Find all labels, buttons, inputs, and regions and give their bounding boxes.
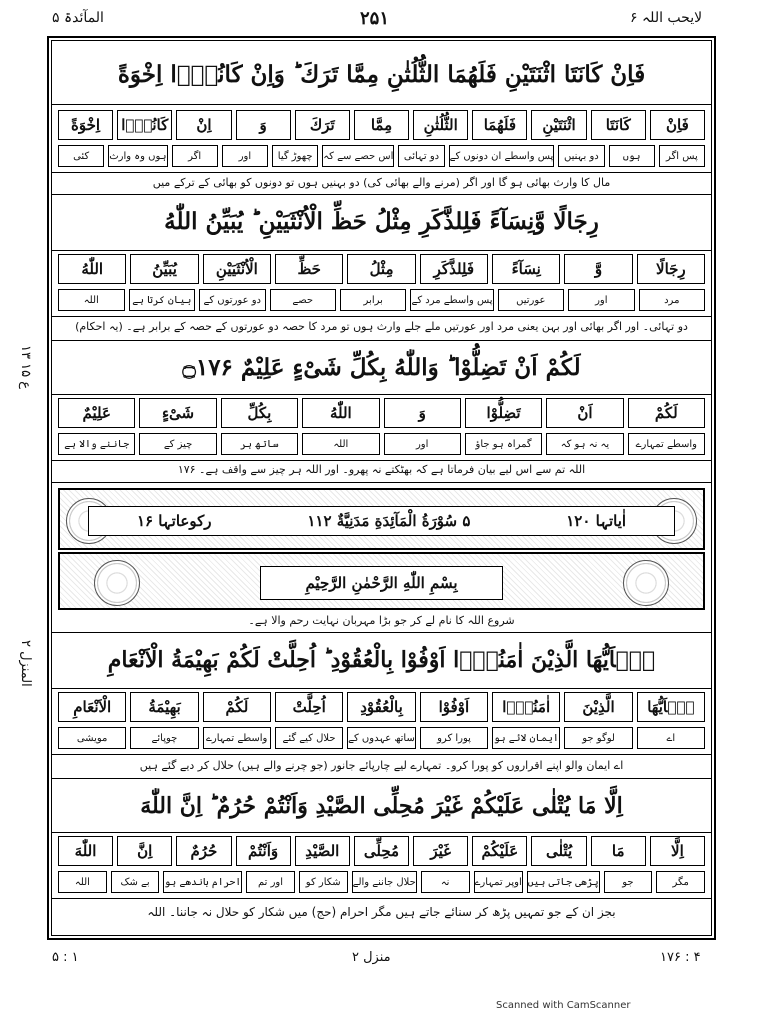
word-cell: غَيْرَ: [413, 836, 468, 866]
meaning-cell: دو عورتوں کے: [199, 289, 265, 311]
word-cell: تَرَكَ: [295, 110, 350, 140]
bismillah-translation: شروع اللہ کا نام لے کر جو بڑا مہربان نہایت رحم والا ہے۔: [248, 614, 515, 627]
word-cell: الَّذِيْنَ: [564, 692, 632, 722]
divider: [51, 194, 712, 195]
verse-line-2: رِجَالًا وَّنِسَآءً فَلِلذَّكَرِ مِثْلُ حَظِّ الْاُنْثَيَيْنِ ؕ يُبَيِّنُ اللّٰهُ: [164, 208, 599, 235]
meaning-cell: اور: [384, 433, 461, 455]
word-cell: لَكُمْ: [203, 692, 271, 722]
divider: [51, 104, 712, 105]
word-cell: وَ: [236, 110, 291, 140]
meaning-cell: لوگو جو: [564, 727, 632, 749]
meaning-cell: برابر: [340, 289, 406, 311]
divider: [51, 754, 712, 755]
divider: [51, 172, 712, 173]
word-cell: وَاَنْتُمْ: [236, 836, 291, 866]
word-cell: لَكُمْ: [628, 398, 705, 428]
meaning-cell: اور: [222, 145, 268, 167]
word-cell: مِثْلُ: [347, 254, 415, 284]
meaning-cell: شکار کو: [299, 871, 348, 893]
word-cell: حَظِّ: [275, 254, 343, 284]
meaning-cell: گمراہ ہو جاؤ: [465, 433, 542, 455]
meaning-cell: دو تہائی: [398, 145, 444, 167]
meaning-cell: ایمان لائے ہو: [492, 727, 560, 749]
meaning-cell: ہوں وہ وارث: [108, 145, 167, 167]
footer-manzil: منزل ۲: [352, 950, 391, 965]
meaning-cell: ساتھ عہدوں کے: [347, 727, 416, 749]
meaning-cell: حلال جاننے والے: [352, 871, 417, 893]
word-cell: اٰمَنُوْۤا: [492, 692, 560, 722]
footer-reference-right: ۱۷۶ : ۴: [660, 950, 701, 965]
translation-line-5: بجز ان کے جو تمہیں پڑھ کر سنائے جاتے ہیں مگر احرام (حج) میں شکار کو حلال نہ جاننا۔ اللہ: [147, 905, 616, 919]
word-cell: عَلِيْمٌ: [58, 398, 135, 428]
translation-line-1: مال کا وارث بھائی ہو گا اور اگر (مرنے والے بھائی کی) دو بہنیں ہوں تو دونوں کو بھائی کے ترکے میں: [152, 176, 611, 189]
word-grid-1: [56, 110, 707, 140]
meaning-cell: چھوڑ گیا: [272, 145, 318, 167]
meaning-cell: واسطے تمہارے: [203, 727, 271, 749]
bismillah-text: بِسْمِ اللّٰهِ الرَّحْمٰنِ الرَّحِيْمِ: [305, 574, 458, 592]
ornament-rosette-icon: [94, 560, 140, 606]
word-cell: الصَّيْدِ: [295, 836, 350, 866]
meaning-cell: واسطے تمہارے: [628, 433, 705, 455]
meaning-grid-2: [56, 289, 707, 311]
surah-ayat-count: اٰیاتہا ۱۲۰: [566, 512, 627, 530]
word-grid-3: [56, 398, 707, 428]
divider: [51, 632, 712, 633]
word-cell: بَهِيْمَةُ: [130, 692, 198, 722]
meaning-cell: چیز کے: [139, 433, 216, 455]
meaning-cell: پورا کرو: [420, 727, 488, 749]
word-cell: عَلَيْكُمْ: [472, 836, 527, 866]
surah-ruku-count: رکوعاتہا ۱۶: [136, 512, 212, 530]
meaning-cell: مرد: [639, 289, 705, 311]
meaning-cell: حصے: [270, 289, 336, 311]
meaning-cell: اللہ: [58, 871, 107, 893]
word-cell: اللّٰهُ: [302, 398, 379, 428]
word-cell: فَلِلذَّكَرِ: [420, 254, 488, 284]
meaning-grid-1: [56, 145, 707, 167]
word-cell: اثْنَتَيْنِ: [531, 110, 586, 140]
side-ruku-mark: ع ۱۵ ۱۳: [18, 345, 33, 389]
meaning-cell: بیان کرتا ہے: [129, 289, 195, 311]
meaning-cell: پس واسطے مرد کے: [410, 289, 493, 311]
surah-title-box: [88, 506, 675, 536]
meaning-cell: پس اگر: [659, 145, 705, 167]
meaning-cell: احرام باندھے ہو: [163, 871, 242, 893]
meaning-cell: عورتیں: [498, 289, 564, 311]
meaning-cell: اے: [637, 727, 705, 749]
meaning-cell: جو: [604, 871, 653, 893]
word-cell: الْاُنْثَيَيْنِ: [203, 254, 271, 284]
meaning-cell: پڑھی جاتی ہیں: [527, 871, 600, 893]
word-cell: الْاَنْعَامِ: [58, 692, 126, 722]
word-cell: مُحِلِّى: [354, 836, 409, 866]
word-cell: نِسَآءً: [492, 254, 560, 284]
divider: [51, 340, 712, 341]
meaning-cell: اس حصے سے کہ: [322, 145, 394, 167]
word-cell: اِنْ: [176, 110, 231, 140]
meaning-cell: اللہ: [58, 289, 124, 311]
divider: [51, 898, 712, 899]
word-cell: فَلَهُمَا: [472, 110, 527, 140]
word-cell: اُحِلَّتْ: [275, 692, 343, 722]
meaning-cell: مویشی: [58, 727, 126, 749]
word-cell: كَانَتَا: [591, 110, 646, 140]
meaning-cell: کئی: [58, 145, 104, 167]
word-cell: اللّٰهُ: [58, 254, 126, 284]
meaning-cell: اگر: [172, 145, 218, 167]
surah-banner: [58, 488, 705, 550]
meaning-grid-3: [56, 433, 707, 455]
word-cell: بِكُلِّ: [221, 398, 298, 428]
word-cell: رِجَالًا: [637, 254, 705, 284]
divider: [51, 778, 712, 779]
verse-line-3: لَكُمْ اَنْ تَضِلُّوْا ؕ وَاللّٰهُ بِكُلِّ شَیْءٍ عَلِيْمٌ ۝۱۷۶: [182, 354, 581, 381]
page-number: ۲۵۱: [360, 8, 390, 29]
word-cell: فَاِنْ: [650, 110, 705, 140]
translation-line-3: اللہ تم سے اس لیے بیان فرماتا ہے کہ بھٹکتے نہ پھرو۔ اور اللہ ہر چیز سے واقف ہے۔ ۱۷۶: [177, 463, 586, 476]
word-cell: اِخْوَةً: [58, 110, 113, 140]
word-grid-5: [56, 836, 707, 866]
surah-title: ۵ سُوْرَةُ الْمَآئِدَةِ مَدَنِيَّةٌ ۱۱۲: [307, 512, 471, 530]
meaning-cell: اور تم: [246, 871, 295, 893]
word-cell: حُرُمٌ: [176, 836, 231, 866]
scanner-watermark: Scanned with CamScanner: [496, 1000, 631, 1011]
word-cell: مِمَّا: [354, 110, 409, 140]
word-cell: اَوْفُوْا: [420, 692, 488, 722]
header-juz-name: لایحب اللہ ۶: [630, 10, 703, 26]
word-cell: شَیْءٍ: [139, 398, 216, 428]
word-cell: وَ: [384, 398, 461, 428]
divider: [51, 394, 712, 395]
word-cell: يُتْلٰى: [531, 836, 586, 866]
meaning-cell: دو بہنیں: [558, 145, 604, 167]
meaning-cell: بے شک: [111, 871, 160, 893]
translation-line-4: اے ایمان والو اپنے اقراروں کو پورا کرو۔ تمہارے لیے چارپائے جانور (جو چرنے والے ہیں) حلال کر دیے گئے ہیں: [139, 759, 624, 772]
meaning-cell: پس واسطے ان دونوں کے: [449, 145, 555, 167]
word-cell: بِالْعُقُوْدِ: [347, 692, 415, 722]
word-grid-4: [56, 692, 707, 722]
meaning-cell: چوپائے: [130, 727, 198, 749]
meaning-cell: مگر: [656, 871, 705, 893]
word-cell: يُبَيِّنُ: [130, 254, 198, 284]
word-cell: اَنْ: [546, 398, 623, 428]
word-cell: اللّٰهَ: [58, 836, 113, 866]
word-cell: الثُّلُثٰنِ: [413, 110, 468, 140]
divider: [51, 250, 712, 251]
verse-line-1: فَاِنْ كَانَتَا اثْنَتَيْنِ فَلَهُمَا الثُّلُثٰنِ مِمَّا تَرَكَ ؕ وَاِنْ كَانُوْۤا اِخْوَةً: [117, 61, 646, 88]
meaning-cell: حلال کیے گئے: [275, 727, 343, 749]
word-grid-2: [56, 254, 707, 284]
word-cell: كَانُوْۤا: [117, 110, 172, 140]
bismillah-box: [260, 566, 503, 600]
word-cell: تَضِلُّوْا: [465, 398, 542, 428]
meaning-cell: اور: [568, 289, 634, 311]
divider: [51, 460, 712, 461]
meaning-cell: ساتھ ہر: [221, 433, 298, 455]
divider: [51, 688, 712, 689]
word-cell: مَا: [591, 836, 646, 866]
ornament-rosette-icon: [623, 560, 669, 606]
bismillah-banner: [58, 552, 705, 610]
meaning-cell: اللہ: [302, 433, 379, 455]
verse-line-4: يٰۤاَيُّهَا الَّذِيْنَ اٰمَنُوْۤا اَوْفُوْا بِالْعُقُوْدِ ؕ اُحِلَّتْ لَكُمْ بَهِيْمَةُ الْاَنْعَامِ: [107, 647, 656, 673]
word-cell: اِلَّا: [650, 836, 705, 866]
word-cell: يٰۤاَيُّهَا: [637, 692, 705, 722]
word-cell: اِنَّ: [117, 836, 172, 866]
divider: [51, 832, 712, 833]
header-surah-name: المآئدۃ ۵: [52, 10, 104, 26]
meaning-cell: اوپر تمہارے: [474, 871, 523, 893]
divider: [51, 316, 712, 317]
word-cell: وَّ: [564, 254, 632, 284]
meaning-cell: نہ: [421, 871, 470, 893]
translation-line-2: دو تہائی۔ اور اگر بھائی اور بہن یعنی مرد اور عورتیں ملے جلے وارث ہوں تو مرد کا حصہ دو عورتوں کے حصہ کے برابر ہے۔ (یہ احکام): [75, 320, 688, 333]
meaning-grid-4: [56, 727, 707, 749]
meaning-cell: ہوں: [609, 145, 655, 167]
meaning-grid-5: [56, 871, 707, 893]
meaning-cell: جاننے والا ہے: [58, 433, 135, 455]
verse-line-5: اِلَّا مَا يُتْلٰى عَلَيْكُمْ غَيْرَ مُحِلِّى الصَّيْدِ وَاَنْتُمْ حُرُمٌ ؕ اِنَّ اللّٰهَ: [140, 793, 623, 819]
meaning-cell: یہ نہ ہو کہ: [546, 433, 623, 455]
side-manzil-mark: المنزل ۲: [18, 640, 33, 687]
footer-reference-left: ۵ : ۱: [52, 950, 79, 965]
divider: [51, 482, 712, 483]
